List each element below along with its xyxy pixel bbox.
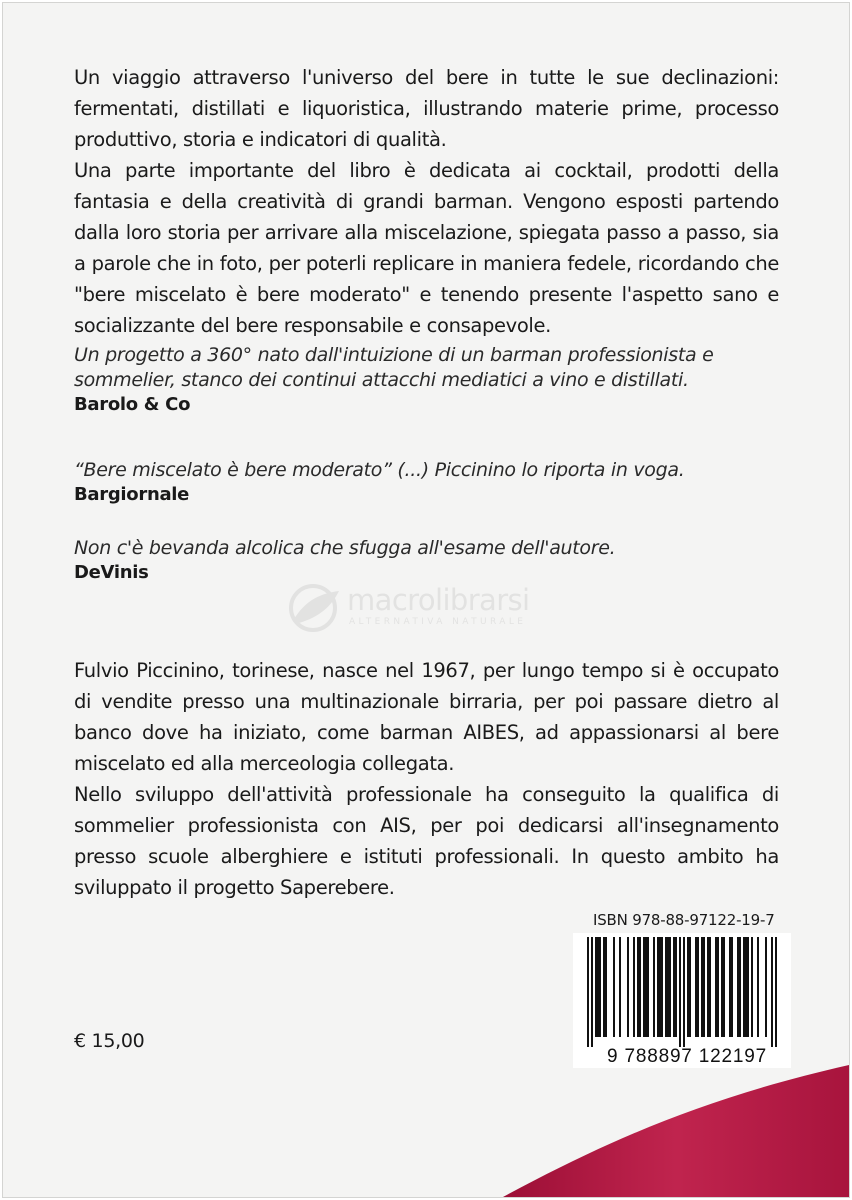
barcode-bar [647,937,649,1037]
barcode-bar [657,937,659,1037]
barcode-bar [765,937,767,1037]
barcode-bar [605,937,607,1037]
watermark-tagline: ALTERNATIVA NATURALE [349,617,527,627]
barcode-bar [679,937,681,1047]
review-text: “Bere miscelato è bere moderato” (...) Piccinino lo riporta in voga. [74,459,685,481]
watermark-brand: macrolibrarsi [347,583,530,617]
barcode-bar [603,937,605,1037]
barcode-bar [689,937,691,1037]
barcode-bar [645,937,647,1037]
barcode-bar [697,937,699,1037]
review-text: Non c'è bevanda alcolica che sfugga all'esame dell'autore. [74,537,616,559]
barcode-bar [703,937,705,1037]
barcode-bar [587,937,589,1047]
barcode-bar [717,937,719,1037]
watermark-logo [285,581,585,635]
review-quote [74,536,794,585]
review-quote [74,458,794,507]
author-bio [74,655,779,903]
price: € 15,00 [74,1030,145,1052]
barcode-bar [687,937,689,1037]
barcode-bar [597,937,599,1037]
review-source: Barolo & Co [74,394,191,415]
barcode-bar [701,937,703,1037]
barcode-bar [637,937,639,1037]
barcode-bar [743,937,745,1037]
barcode-bar [715,937,717,1037]
barcode-bar [757,937,759,1037]
barcode-bar [737,937,739,1037]
barcode-bar [739,937,741,1037]
barcode-bar [683,937,685,1047]
review-source: Bargiornale [74,484,190,505]
barcode-bar [659,937,661,1037]
isbn-label: ISBN 978-88-97122-19-7 [593,911,775,929]
barcode-bar [675,937,677,1037]
back-cover [2,2,850,1198]
book-description [74,62,779,341]
barcode-bar [627,937,629,1037]
barcode-bar [751,937,753,1037]
bio-paragraph: Fulvio Piccinino, torinese, nasce nel 1967, per lungo tempo si è occupato di vendite presso una multinazionale birraria, per poi passare dietro al banco dove ha iniziato, come barman AIBES, ad appassionarsi al bere miscelato ed alla merceologia collegata. [74,659,779,775]
barcode-bar [599,937,601,1037]
barcode-bar [673,937,675,1037]
watermark-leaf-icon [285,581,343,635]
review-quote [74,343,794,417]
barcode-bar [723,937,725,1037]
barcode-bar [667,937,669,1037]
barcode-bar [633,937,635,1037]
barcode-bar [731,937,733,1037]
barcode-bar [669,937,671,1037]
barcode-bar [721,937,723,1037]
barcode-bar [695,937,697,1037]
review-text: Un progetto a 360° nato dall'intuizione di un barman professionista e sommelier, stanco dei continui attacchi mediatici a vino e distillati. [74,344,714,391]
barcode-bar [613,937,615,1037]
barcode-bar [591,937,593,1047]
barcode-bar [745,937,747,1037]
barcode-bar [729,937,731,1037]
barcode-bar [665,937,667,1037]
barcode-bar [639,937,641,1037]
barcode-bar [595,937,597,1037]
description-paragraph: Una parte importante del libro è dedicata ai cocktail, prodotti della fantasia e della creatività di grandi barman. Vengono esposti partendo dalla loro storia per arrivare alla miscelazione, spiegata passo a passo, sia a parole che in foto, per poterli replicare in maniera fedele, ricordando che "bere miscelato è bere moderato" e tenendo presente l'aspetto sano e socializzante del bere responsabile e consapevole. [74,159,779,337]
barcode-bar [661,937,663,1037]
barcode-bar [775,937,777,1047]
barcode-bar [747,937,749,1037]
barcode-bar [709,937,711,1037]
barcode-bar [771,937,773,1047]
barcode-digits: 9 788897 122197 [607,1046,767,1067]
description-paragraph: Un viaggio attraverso l'universo del bere in tutte le sue declinazioni: fermentati, distillati e liquoristica, illustrando materie prime, processo produttivo, storia e indicatori di qualità. [74,66,779,151]
barcode-bar [653,937,655,1037]
barcode-bar [707,937,709,1037]
review-source: DeVinis [74,562,149,583]
barcode-bar [643,937,645,1037]
barcode-bar [619,937,621,1037]
isbn-barcode [573,933,791,1068]
bio-paragraph: Nello sviluppo dell'attività professionale ha conseguito la qualifica di sommelier professionista con AIS, per poi dedicarsi all'insegnamento presso scuole alberghiere e istituti professionali. In questo ambito ha sviluppato il progetto Saperebere. [74,783,779,899]
